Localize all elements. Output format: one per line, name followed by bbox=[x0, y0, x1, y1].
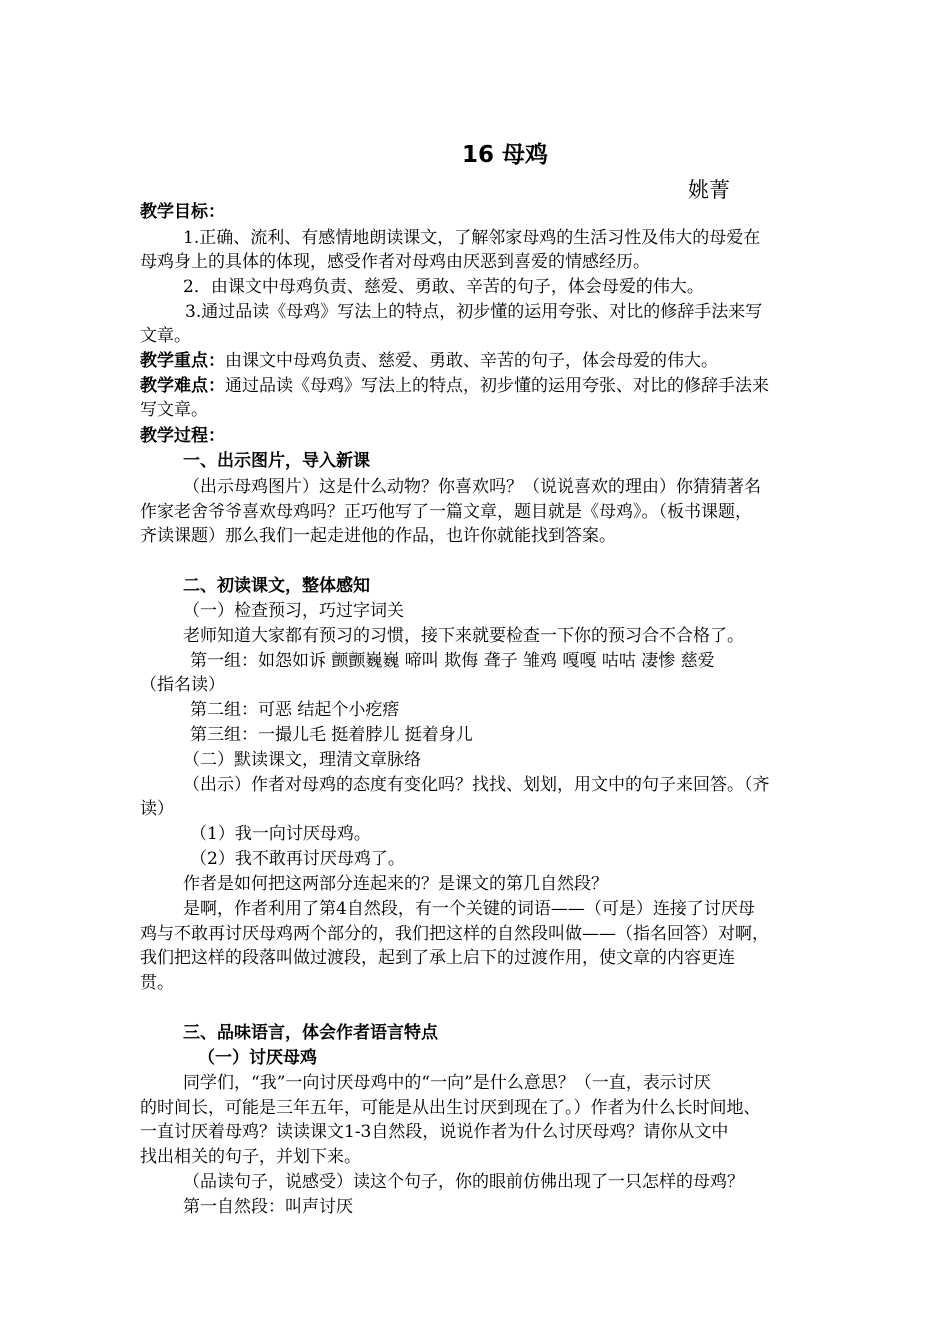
difficulties-label: 教学难点： bbox=[140, 376, 225, 396]
section-2-heading: 二、初读课文，整体感知 bbox=[183, 576, 370, 596]
section-1-para-line-3: 齐读课题）那么我们一起走进他的作品，也许你就能找到答案。 bbox=[140, 526, 616, 546]
section-2-sub-1: （一）检查预习，巧过字词关 bbox=[183, 601, 404, 621]
difficulties-text: 通过品读《母鸡》写法上的特点，初步懂的运用夸张、对比的修辞手法来 bbox=[225, 376, 769, 396]
section-1-para-line-1: （出示母鸡图片）这是什么动物？你喜欢吗？（说说喜欢的理由）你猜猜著名 bbox=[183, 477, 761, 497]
section-3-sub-1: （一）讨厌母鸡 bbox=[198, 1048, 317, 1068]
objective-3-line-2: 文章。 bbox=[140, 326, 191, 346]
objectives-label: 教学目标： bbox=[140, 202, 225, 222]
process-label: 教学过程： bbox=[140, 426, 225, 446]
section-3-para-line-3: 一直讨厌着母鸡？读读课文1-3自然段，说说作者为什么讨厌母鸡？请你从文中 bbox=[140, 1122, 729, 1142]
section-3-para-line-2: 的时间长，可能是三年五年，可能是从出生讨厌到现在了。）作者为什么长时间地、 bbox=[140, 1098, 761, 1118]
word-group-1-note: （指名读） bbox=[140, 675, 225, 695]
key-points-label: 教学重点： bbox=[140, 351, 225, 371]
section-2-sub-2: （二）默读课文，理清文章脉络 bbox=[183, 750, 421, 770]
doc-author: 姚菁 bbox=[688, 178, 730, 202]
objective-2: 2．由课文中母鸡负责、慈爱、勇敢、辛苦的句子，体会母爱的伟大。 bbox=[183, 277, 704, 297]
key-points-text: 由课文中母鸡负责、慈爱、勇敢、辛苦的句子，体会母爱的伟大。 bbox=[225, 351, 718, 371]
word-group-2: 第二组：可恶 结起个小疙瘩 bbox=[190, 700, 400, 720]
section-1-heading: 一、出示图片，导入新课 bbox=[183, 451, 370, 471]
section-2-question-1-end: 读） bbox=[140, 799, 174, 819]
objective-3-line-1: 3.通过品读《母鸡》写法上的特点，初步懂的运用夸张、对比的修辞手法来写 bbox=[185, 302, 763, 322]
difficulties-line-2: 写文章。 bbox=[140, 400, 208, 420]
section-2-question-2: 作者是如何把这两部分连起来的？是课文的第几自然段？ bbox=[183, 874, 608, 894]
section-2-line-1: 老师知道大家都有预习的习惯，接下来就要检查一下你的预习合不合格了。 bbox=[183, 626, 744, 646]
difficulties bbox=[140, 374, 769, 398]
objective-1-line-2: 母鸡身上的具体的体现，感受作者对母鸡由厌恶到喜爱的情感经历。 bbox=[140, 252, 650, 272]
section-2-para-line-4: 贯。 bbox=[140, 973, 174, 993]
key-points bbox=[140, 349, 718, 373]
section-3-para-line-1: 同学们，“我”一向讨厌母鸡中的“一向”是什么意思？（一直，表示讨厌 bbox=[183, 1073, 711, 1093]
section-2-para-line-3: 我们把这样的段落叫做过渡段，起到了承上启下的过渡作用，使文章的内容更连 bbox=[140, 948, 735, 968]
section-2-question-1: （出示）作者对母鸡的态度有变化吗？找找、划划，用文中的句子来回答。（齐 bbox=[183, 775, 770, 795]
section-2-para-line-1: 是啊，作者利用了第4自然段，有一个关键的词语——（可是）连接了讨厌母 bbox=[183, 899, 755, 919]
doc-title: 16 母鸡 bbox=[461, 142, 548, 168]
word-group-1: 第一组：如怨如诉 颤颤巍巍 啼叫 欺侮 聋子 雏鸡 嘎嘎 咕咕 凄惨 慈爱 bbox=[190, 651, 715, 671]
section-3-heading: 三、品味语言，体会作者语言特点 bbox=[183, 1023, 438, 1043]
answer-2: （2）我不敢再讨厌母鸡了。 bbox=[190, 849, 405, 869]
section-3-para-line-5: （品读句子，说感受）读这个句子，你的眼前仿佛出现了一只怎样的母鸡？ bbox=[183, 1172, 744, 1192]
section-1-para-line-2: 作家老舍爷爷喜欢母鸡吗？正巧他写了一篇文章，题目就是《母鸡》。（板书课题， bbox=[140, 502, 752, 522]
answer-1: （1）我一向讨厌母鸡。 bbox=[190, 824, 371, 844]
section-3-para-line-6: 第一自然段：叫声讨厌 bbox=[183, 1197, 353, 1217]
word-group-3: 第三组：一撮儿毛 挺着脖儿 挺着身儿 bbox=[190, 725, 473, 745]
section-3-para-line-4: 找出相关的句子，并划下来。 bbox=[140, 1147, 361, 1167]
section-2-para-line-2: 鸡与不敢再讨厌母鸡两个部分的，我们把这样的自然段叫做——（指名回答）对啊， bbox=[140, 924, 769, 944]
objective-1-line-1: 1.正确、流利、有感情地朗读课文，了解邻家母鸡的生活习性及伟大的母爱在 bbox=[183, 228, 761, 248]
